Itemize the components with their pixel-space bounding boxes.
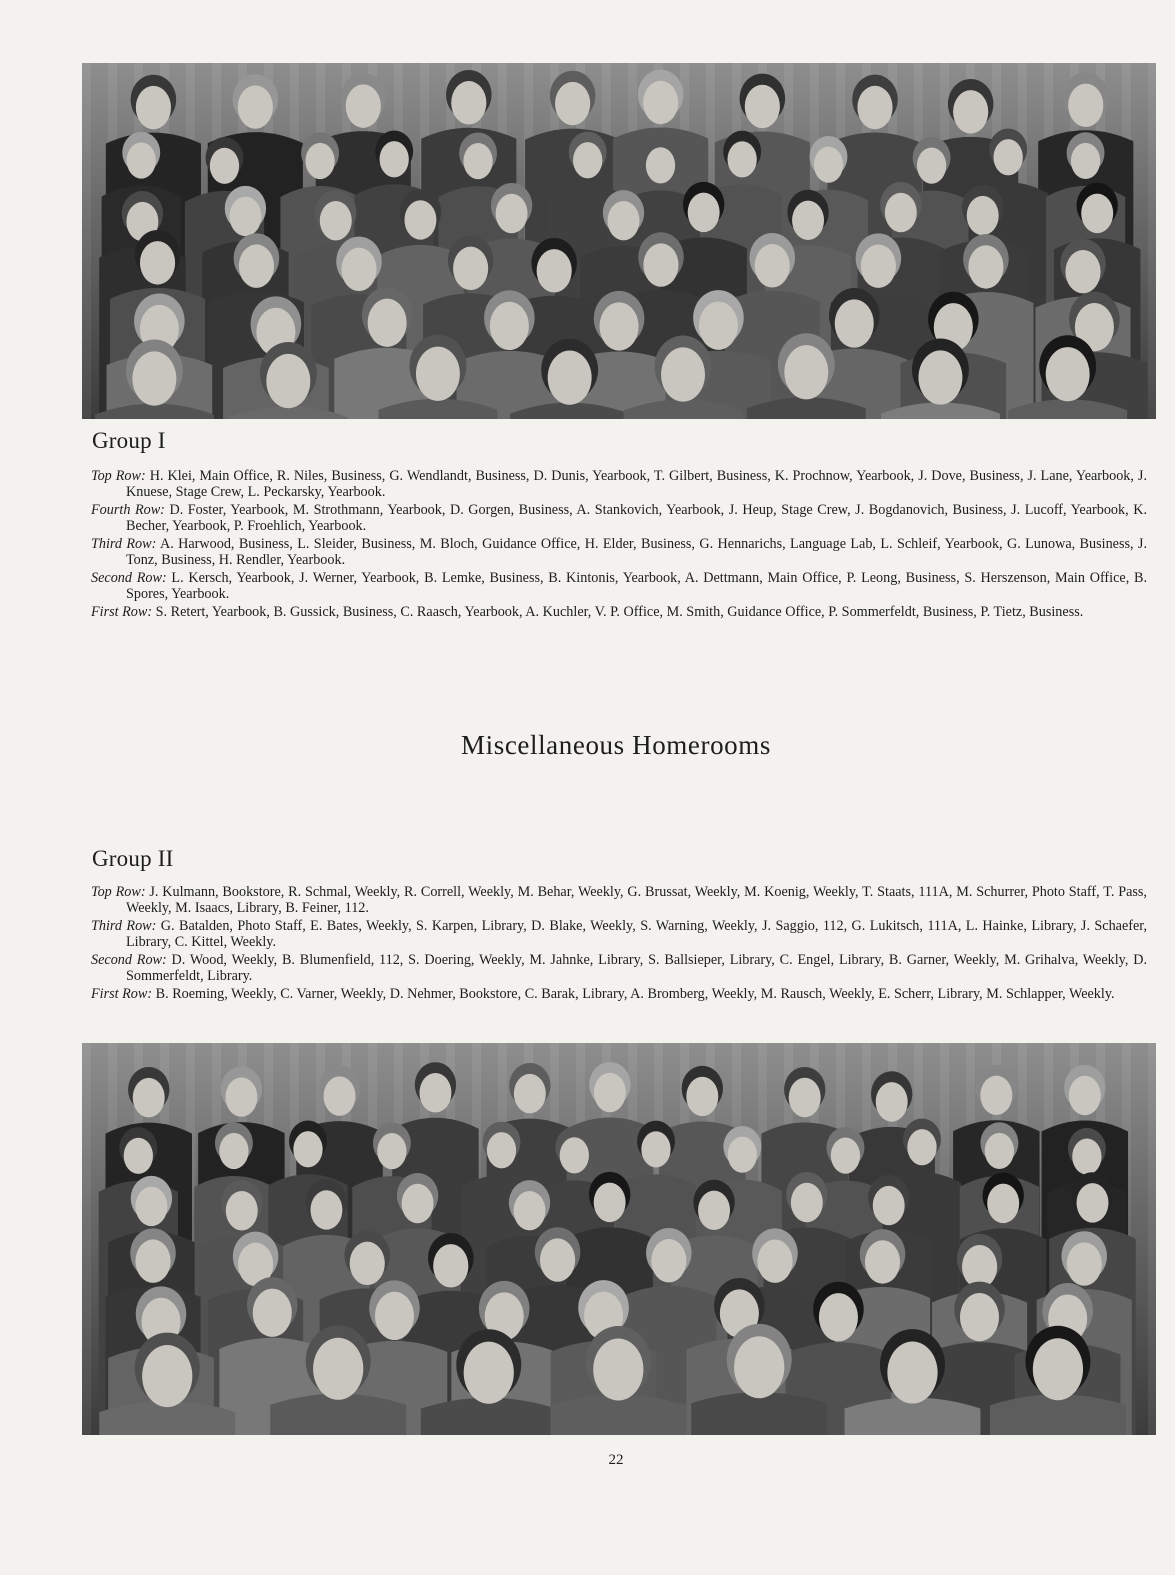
- caption-row: [91, 537, 1147, 568]
- section-title: Miscellaneous Homerooms: [461, 730, 771, 760]
- row-names: B. Roeming, Weekly, C. Varner, Weekly, D. Nehmer, Bookstore, C. Barak, Library, A. Bromberg, Weekly, M. Rausch, Weekly, E. Scherr, Library, M. Schlapper, Weekly.: [155, 986, 1115, 1002]
- group-2-caption: [91, 885, 1147, 1006]
- row-label: Third Row:: [91, 536, 157, 552]
- row-names: G. Batalden, Photo Staff, E. Bates, Weekly, S. Karpen, Library, D. Blake, Weekly, S. Warning, Weekly, J. Saggio, 112, G. Lukitsch, 111A, L. Hainke, Library, J. Schaefer, Library, C. Kittel, Weekly.: [126, 918, 1147, 950]
- group-2-photo: [82, 1043, 1156, 1435]
- group-1-photo-figures: [82, 63, 1156, 419]
- row-label: Fourth Row:: [91, 502, 165, 518]
- caption-row: [91, 469, 1147, 500]
- caption-row: [91, 885, 1147, 916]
- group-1-heading: Group I: [92, 428, 166, 453]
- caption-row: [91, 605, 1147, 621]
- caption-row: [91, 919, 1147, 950]
- caption-row: [91, 953, 1147, 984]
- page-number: 22: [608, 1452, 624, 1468]
- row-label: Second Row:: [91, 952, 167, 968]
- row-label: Top Row:: [91, 884, 146, 900]
- row-names: H. Klei, Main Office, R. Niles, Business, G. Wendlandt, Business, D. Dunis, Yearbook, T. Gilbert, Business, K. Prochnow, Yearbook, J. Dove, Business, J. Lane, Yearbook, J. Knuese, Stage Crew, L. Peckarsky, Yearbook.: [126, 468, 1148, 500]
- row-label: First Row:: [91, 604, 153, 620]
- caption-row: [91, 503, 1147, 534]
- row-label: Second Row:: [91, 570, 167, 586]
- group-2-photo-figures: [82, 1043, 1156, 1435]
- group-1-caption: [91, 469, 1147, 624]
- row-names: D. Foster, Yearbook, M. Strothmann, Yearbook, D. Gorgen, Business, A. Stankovich, Yearbook, J. Heup, Stage Crew, J. Bogdanovich, Business, J. Lucoff, Yearbook, K. Becher, Yearbook, P. Froehlich, Yearbook.: [126, 502, 1147, 534]
- caption-row: [91, 571, 1147, 602]
- row-label: First Row:: [91, 986, 153, 1002]
- group-1-photo: [82, 63, 1156, 419]
- group-2-heading: Group II: [92, 846, 174, 871]
- caption-row: [91, 987, 1147, 1003]
- row-names: D. Wood, Weekly, B. Blumenfield, 112, S. Doering, Weekly, M. Jahnke, Library, S. Ballsieper, Library, C. Engel, Library, B. Garner, Weekly, M. Grihalva, Weekly, D. Sommerfeldt, Library.: [126, 952, 1147, 984]
- row-names: J. Kulmann, Bookstore, R. Schmal, Weekly, R. Correll, Weekly, M. Behar, Weekly, G. Brussat, Weekly, M. Koenig, Weekly, T. Staats, 111A, M. Schurrer, Photo Staff, T. Pass, Weekly, M. Isaacs, Library, B. Feiner, 112.: [126, 884, 1147, 916]
- row-label: Third Row:: [91, 918, 157, 934]
- row-names: A. Harwood, Business, L. Sleider, Business, M. Bloch, Guidance Office, H. Elder, Business, G. Hennarichs, Language Lab, L. Schleif, Yearbook, G. Lunowa, Business, J. Tonz, Business, H. Rendler, Yearbook.: [126, 536, 1147, 568]
- row-names: S. Retert, Yearbook, B. Gussick, Business, C. Raasch, Yearbook, A. Kuchler, V. P. Office, M. Smith, Guidance Office, P. Sommerfeldt, Business, P. Tietz, Business.: [155, 604, 1084, 620]
- row-label: Top Row:: [91, 468, 146, 484]
- row-names: L. Kersch, Yearbook, J. Werner, Yearbook, B. Lemke, Business, B. Kintonis, Yearbook, A. Dettmann, Main Office, P. Leong, Business, S. Herszenson, Main Office, B. Spores, Yearbook.: [126, 570, 1147, 602]
